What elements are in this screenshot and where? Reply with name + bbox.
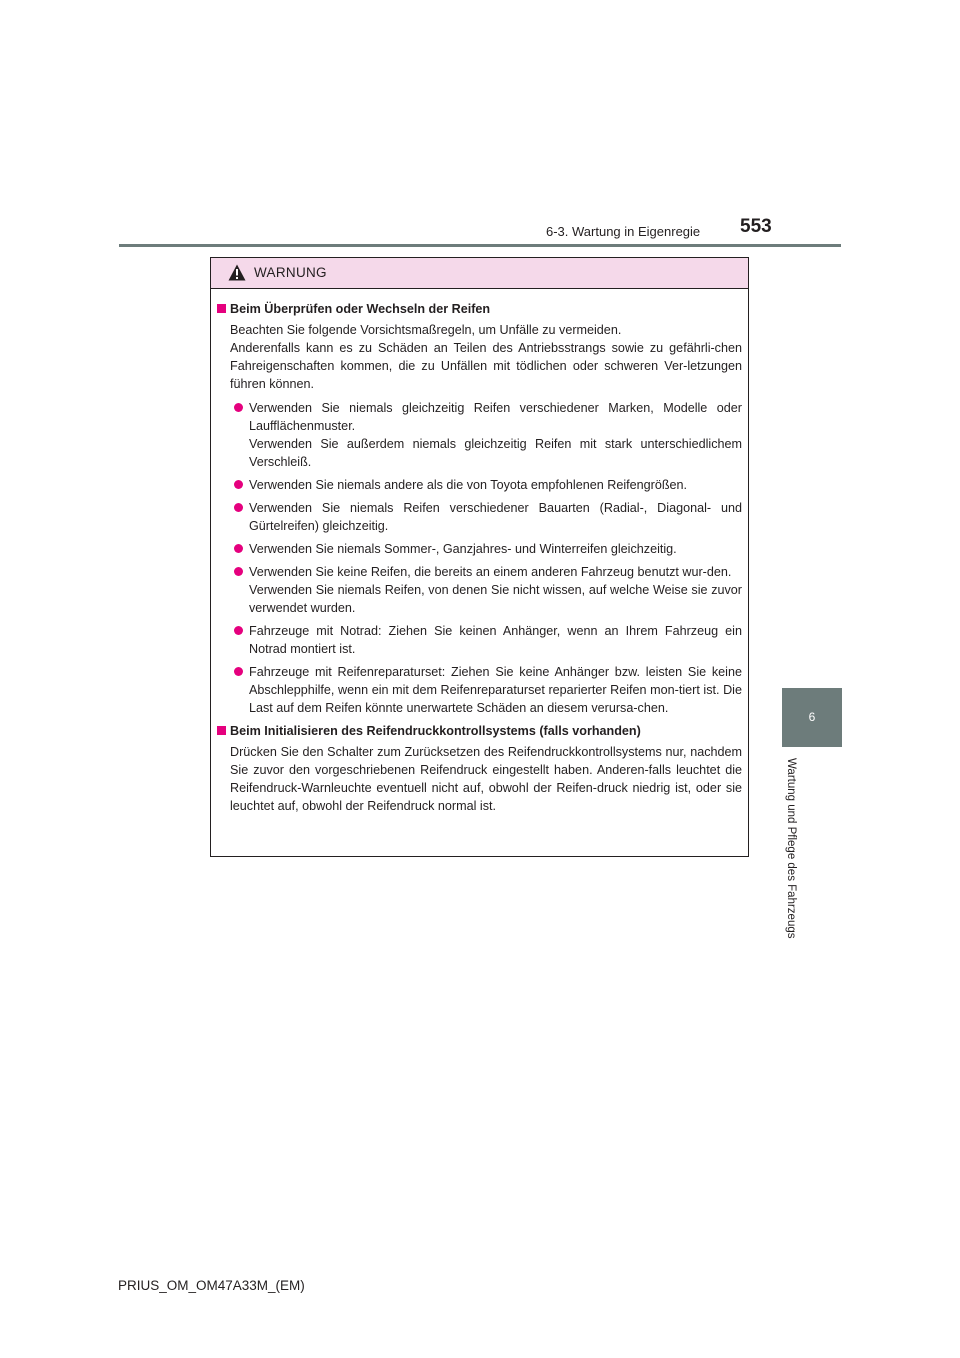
warning-box <box>210 257 749 857</box>
warning-bullet-item <box>217 540 742 558</box>
header-rule <box>119 244 841 247</box>
warning-paragraph-line: Drücken Sie den Schalter zum Zurücksetzen des Reifendruckkontrollsystems nur, nachdem Sie zuvor den vorgeschriebenen Reifendruck eingestellt haben. Anderen-falls leuchtet die Reifendruck-Warnleuchte eventuell nicht auf, obwohl der Reifen-druck niedrig ist, oder sie leuchtet auf, obwohl der Reifendruck normal ist. <box>230 745 742 813</box>
warning-bullet-item <box>217 563 742 617</box>
warning-header <box>211 258 748 289</box>
warning-bullet-item <box>217 476 742 494</box>
warning-paragraph-line: Anderenfalls kann es zu Schäden an Teilen des Antriebsstrangs sowie zu gefährli-chen Fahreigenschaften kommen, die zu Unfällen mit tödlichen oder schweren Ver-letzungen führen können. <box>230 341 742 391</box>
warning-bullet-item <box>217 663 742 717</box>
chapter-tab <box>782 688 842 747</box>
warning-bullet-text: Verwenden Sie keine Reifen, die bereits an einem anderen Fahrzeug benutzt wur-den. <box>249 565 732 579</box>
warning-bullet-text: Verwenden Sie niemals Sommer-, Ganzjahres- und Winterreifen gleichzeitig. <box>249 542 677 556</box>
warning-title: WARNUNG <box>254 265 327 280</box>
warning-section-heading-text: Beim Initialisieren des Reifendruckkontrollsystems (falls vorhanden) <box>230 724 641 738</box>
warning-paragraph <box>217 743 742 815</box>
round-bullet-icon <box>234 567 243 576</box>
warning-bullet-item <box>217 399 742 471</box>
document-id: PRIUS_OM_OM47A33M_(EM) <box>118 1278 305 1293</box>
warning-bullet-text: Verwenden Sie niemals gleichzeitig Reifen verschiedener Marken, Modelle oder Laufflächenmuster. <box>249 401 742 433</box>
section-title: 6-3. Wartung in Eigenregie <box>546 224 701 239</box>
chapter-label: Wartung und Pflege des Fahrzeugs <box>785 758 797 939</box>
warning-paragraph <box>217 321 742 393</box>
warning-bullet-text: Verwenden Sie niemals Reifen, von denen Sie nicht wissen, auf welche Weise sie zuvor verwendet wurden. <box>249 583 742 615</box>
page-number: 553 <box>740 216 772 237</box>
warning-section-heading <box>217 722 742 740</box>
warning-bullet-text: Fahrzeuge mit Reifenreparaturset: Ziehen Sie keine Anhänger bzw. leisten Sie keine Abschlepphilfe, wenn ein mit dem Reifenreparaturset reparierter Reifen mon-tiert ist. Die Last auf dem Reifen könnte unerwartete Schäden an diesem verursa-chen. <box>249 665 742 715</box>
warning-paragraph-line: Beachten Sie folgende Vorsichtsmaßregeln, um Unfälle zu vermeiden. <box>230 323 622 337</box>
round-bullet-icon <box>234 544 243 553</box>
warning-section-heading-text: Beim Überprüfen oder Wechseln der Reifen <box>230 302 491 316</box>
square-bullet-icon <box>217 726 226 735</box>
round-bullet-icon <box>234 403 243 412</box>
round-bullet-icon <box>234 626 243 635</box>
chapter-number: 6 <box>808 710 816 724</box>
warning-bullet-text: Verwenden Sie außerdem niemals gleichzeitig Reifen mit stark unterschiedlichem Verschleiß. <box>249 437 742 469</box>
round-bullet-icon <box>234 667 243 676</box>
square-bullet-icon <box>217 304 226 313</box>
warning-bullet-text: Fahrzeuge mit Notrad: Ziehen Sie keinen Anhänger, wenn an Ihrem Fahrzeug ein Notrad montiert ist. <box>249 624 742 656</box>
warning-bullet-item <box>217 499 742 535</box>
round-bullet-icon <box>234 480 243 489</box>
warning-triangle-icon <box>228 264 246 281</box>
round-bullet-icon <box>234 503 243 512</box>
warning-section-heading <box>217 300 742 318</box>
warning-body <box>211 289 748 815</box>
warning-bullet-text: Verwenden Sie niemals andere als die von Toyota empfohlenen Reifengrößen. <box>249 478 688 492</box>
warning-bullet-item <box>217 622 742 658</box>
warning-bullet-text: Verwenden Sie niemals Reifen verschiedener Bauarten (Radial-, Diagonal- und Gürtelreifen) gleichzeitig. <box>249 501 742 533</box>
